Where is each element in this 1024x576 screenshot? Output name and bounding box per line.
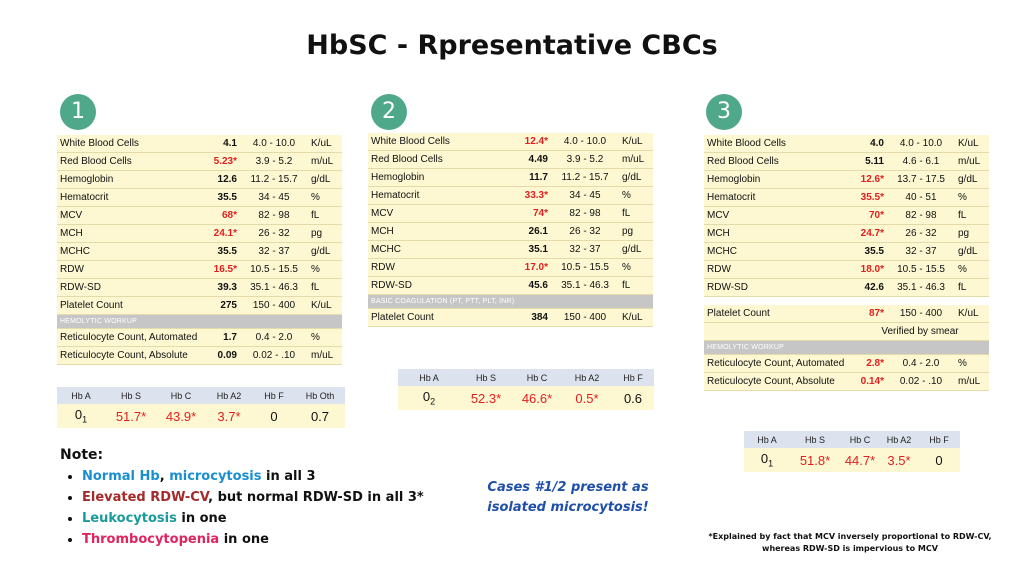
reference-range: 82 - 98 [240,207,308,225]
hb-header: Hb A2 [562,369,612,386]
test-value: 35.5* [851,189,887,207]
case-2-hb-electrophoresis [398,369,654,410]
case-3-badge: 3 [706,94,742,130]
table-row [704,243,989,261]
hb-header: Hb C [512,369,562,386]
reference-range: 3.9 - 5.2 [551,151,619,169]
test-value: 12.6 [204,171,240,189]
unit: K/uL [619,309,653,327]
case-1-cbc-table [57,135,342,365]
hb-header: Hb F [612,369,654,386]
table-row [57,261,342,279]
hb-value-subscript: 1 [82,414,88,425]
test-name: Red Blood Cells [704,153,851,171]
case-2-cbc-table [368,133,653,327]
table-row [57,347,342,365]
reference-range: 10.5 - 15.5 [240,261,308,279]
test-value: 68* [204,207,240,225]
test-name: MCH [368,223,515,241]
test-name: Platelet Count [704,305,851,323]
hb-value: 0.7 [295,404,345,428]
note-segment: Elevated RDW-CV [82,490,209,505]
hb-header: Hb C [840,431,880,448]
unit: g/dL [619,169,653,187]
hb-value: 3.5* [880,448,918,472]
reference-range: 4.0 - 10.0 [240,135,308,153]
test-value: 42.6 [851,279,887,297]
reference-range: 40 - 51 [887,189,955,207]
test-name: Reticulocyte Count, Absolute [57,347,204,365]
hb-value: 44.7* [840,448,880,472]
test-name: Hematocrit [368,187,515,205]
section-header-row [368,295,653,309]
unit: g/dL [955,243,989,261]
hb-value-main: 0 [422,389,431,405]
test-value: 45.6 [515,277,551,295]
hb-value: 46.6* [512,386,562,410]
reference-range: 34 - 45 [551,187,619,205]
reference-range: 10.5 - 15.5 [887,261,955,279]
unit: pg [955,225,989,243]
hb-value: 52.3* [460,386,512,410]
test-name: RDW-SD [368,277,515,295]
test-value: 16.5* [204,261,240,279]
unit: % [619,259,653,277]
footnote: *Explained by fact that MCV inversely proportional to RDW-CV, whereas RDW-SD is impervious to MCV [708,532,992,553]
reference-range: 3.9 - 5.2 [240,153,308,171]
hb-header-row [744,431,960,448]
table-row [704,207,989,225]
test-value: 1.7 [204,329,240,347]
test-name: RDW-SD [57,279,204,297]
hb-value: 3.7* [205,404,253,428]
note-segment: Normal Hb [82,469,160,484]
unit: g/dL [308,243,342,261]
unit: fL [955,207,989,225]
test-name: Reticulocyte Count, Absolute [704,373,851,391]
table-row [57,207,342,225]
test-value: 11.7 [515,169,551,187]
test-name: White Blood Cells [368,133,515,151]
test-value: 12.4* [515,133,551,151]
cases-callout: Cases #1/2 present as isolated microcytosis! [487,480,649,515]
table-row [368,277,653,295]
hb-value [744,448,790,472]
hb-header: Hb A2 [205,387,253,404]
case-1-hb-electrophoresis [57,387,345,428]
unit: K/uL [308,135,342,153]
reference-range: 4.0 - 10.0 [551,133,619,151]
unit: K/uL [955,305,989,323]
verified-row [704,323,989,341]
section-header-row [704,341,989,355]
table-row [704,135,989,153]
test-name: Platelet Count [368,309,515,327]
note-list [60,466,424,550]
test-name: MCHC [368,241,515,259]
test-name: Hemoglobin [57,171,204,189]
test-value: 2.8* [851,355,887,373]
table-row [368,309,653,327]
test-value: 35.5 [204,243,240,261]
test-name: RDW [57,261,204,279]
unit: K/uL [955,135,989,153]
note-item [82,466,424,487]
table-row [57,329,342,347]
unit: % [955,261,989,279]
reference-range: 26 - 32 [887,225,955,243]
hb-header: Hb A [744,431,790,448]
table-row [368,133,653,151]
unit: fL [955,279,989,297]
table-row [704,355,989,373]
reference-range: 10.5 - 15.5 [551,259,619,277]
test-name: RDW-SD [704,279,851,297]
note-segment: Leukocytosis [82,511,177,526]
reference-range: 34 - 45 [240,189,308,207]
unit: fL [619,205,653,223]
blank-cell [704,323,851,341]
test-value: 4.1 [204,135,240,153]
hb-header: Hb A [398,369,460,386]
hb-value-row [57,404,345,428]
table-row [368,151,653,169]
table-row [368,259,653,277]
reference-range: 26 - 32 [551,223,619,241]
spacer-row [704,297,989,306]
spacer [704,297,989,306]
test-value: 33.3* [515,187,551,205]
table-row [704,189,989,207]
reference-range: 35.1 - 46.3 [240,279,308,297]
note-segment: Thrombocytopenia [82,532,220,547]
case-3-cbc-table [704,135,989,391]
test-value: 5.11 [851,153,887,171]
note-item [82,487,424,508]
unit: % [308,189,342,207]
unit: fL [308,279,342,297]
reference-range: 32 - 37 [551,241,619,259]
unit: fL [619,277,653,295]
hb-header: Hb S [460,369,512,386]
note-heading: Note: [60,447,104,463]
reference-range: 13.7 - 17.5 [887,171,955,189]
note-item [82,508,424,529]
test-name: Hemoglobin [368,169,515,187]
unit: K/uL [619,133,653,151]
case-1-badge: 1 [60,94,96,130]
reference-range: 0.02 - .10 [887,373,955,391]
table-row [57,225,342,243]
reference-range: 82 - 98 [551,205,619,223]
test-name: Hematocrit [704,189,851,207]
note-segment: microcytosis [169,469,262,484]
test-value: 4.0 [851,135,887,153]
hb-header: Hb A2 [880,431,918,448]
table-row [57,297,342,315]
test-name: Red Blood Cells [57,153,204,171]
test-name: MCV [57,207,204,225]
hb-value-subscript: 1 [768,458,774,469]
test-value: 26.1 [515,223,551,241]
reference-range: 0.02 - .10 [240,347,308,365]
reference-range: 4.6 - 6.1 [887,153,955,171]
unit: % [955,189,989,207]
hb-value-main: 0 [74,407,83,423]
note-segment: in all 3 [261,469,316,484]
unit: g/dL [308,171,342,189]
hb-value-row [744,448,960,472]
reference-range: 32 - 37 [240,243,308,261]
test-value: 5.23* [204,153,240,171]
reference-range: 35.1 - 46.3 [887,279,955,297]
test-value: 39.3 [204,279,240,297]
reference-range: 82 - 98 [887,207,955,225]
test-value: 12.6* [851,171,887,189]
reference-range: 4.0 - 10.0 [887,135,955,153]
hb-value: 0 [918,448,960,472]
section-header-row [57,315,342,329]
test-name: MCHC [704,243,851,261]
test-name: Hemoglobin [704,171,851,189]
test-value: 35.5 [851,243,887,261]
verified-note: Verified by smear [851,323,989,341]
table-row [368,169,653,187]
table-row [57,153,342,171]
test-value: 35.1 [515,241,551,259]
test-value: 24.1* [204,225,240,243]
test-value: 275 [204,297,240,315]
unit: m/uL [619,151,653,169]
table-row [704,153,989,171]
test-value: 17.0* [515,259,551,277]
reference-range: 11.2 - 15.7 [240,171,308,189]
hb-header-row [398,369,654,386]
reference-range: 150 - 400 [887,305,955,323]
test-value: 0.14* [851,373,887,391]
hb-header-row [57,387,345,404]
page-title: HbSC - Rpresentative CBCs [306,30,718,61]
test-name: MCV [368,205,515,223]
note-segment: , [159,469,170,484]
note-segment: in one [176,511,227,526]
test-value: 18.0* [851,261,887,279]
hb-value: 51.8* [790,448,840,472]
table-row [57,171,342,189]
test-name: RDW [704,261,851,279]
hb-header: Hb F [918,431,960,448]
table-row [368,241,653,259]
hb-value: 43.9* [157,404,205,428]
hb-header: Hb Oth [295,387,345,404]
table-row [57,189,342,207]
hb-value-row [398,386,654,410]
hb-value-subscript: 2 [430,396,436,407]
hb-header: Hb S [105,387,157,404]
unit: % [955,355,989,373]
test-value: 0.09 [204,347,240,365]
table-row [57,243,342,261]
section-header: HEMOLYTIC WORKUP [57,315,342,329]
table-row [704,373,989,391]
unit: m/uL [308,347,342,365]
section-header: BASIC COAGULATION (PT, PTT, PLT, INR) [368,295,653,309]
unit: % [308,329,342,347]
test-value: 4.49 [515,151,551,169]
reference-range: 26 - 32 [240,225,308,243]
table-row [704,305,989,323]
reference-range: 32 - 37 [887,243,955,261]
note-segment: , but normal RDW-SD in all 3* [208,490,424,505]
table-row [368,187,653,205]
test-value: 70* [851,207,887,225]
table-row [57,279,342,297]
hb-value: 51.7* [105,404,157,428]
unit: % [308,261,342,279]
table-row [368,223,653,241]
hb-value-main: 0 [760,451,769,467]
reference-range: 35.1 - 46.3 [551,277,619,295]
test-name: White Blood Cells [704,135,851,153]
unit: m/uL [955,373,989,391]
test-value: 24.7* [851,225,887,243]
unit: % [619,187,653,205]
case-2-badge: 2 [371,94,407,130]
hb-header: Hb S [790,431,840,448]
test-name: MCV [704,207,851,225]
test-name: MCH [704,225,851,243]
hb-value [57,404,105,428]
hb-value: 0 [253,404,295,428]
test-name: Reticulocyte Count, Automated [704,355,851,373]
case-3-hb-electrophoresis [744,431,960,472]
hb-header: Hb A [57,387,105,404]
unit: m/uL [955,153,989,171]
test-name: Reticulocyte Count, Automated [57,329,204,347]
hb-header: Hb F [253,387,295,404]
unit: pg [308,225,342,243]
unit: g/dL [619,241,653,259]
hb-value: 0.6 [612,386,654,410]
hb-header: Hb C [157,387,205,404]
test-value: 87* [851,305,887,323]
unit: pg [619,223,653,241]
table-row [704,171,989,189]
test-name: Red Blood Cells [368,151,515,169]
test-value: 74* [515,205,551,223]
section-header: HEMOLYTIC WORKUP [704,341,989,355]
unit: K/uL [308,297,342,315]
reference-range: 0.4 - 2.0 [887,355,955,373]
test-value: 35.5 [204,189,240,207]
test-name: White Blood Cells [57,135,204,153]
reference-range: 150 - 400 [240,297,308,315]
test-name: MCH [57,225,204,243]
table-row [704,261,989,279]
unit: g/dL [955,171,989,189]
test-name: RDW [368,259,515,277]
table-row [704,279,989,297]
test-name: Hematocrit [57,189,204,207]
table-row [57,135,342,153]
test-value: 384 [515,309,551,327]
test-name: MCHC [57,243,204,261]
unit: fL [308,207,342,225]
note-item [82,529,424,550]
note-segment: in one [219,532,269,547]
table-row [368,205,653,223]
table-row [704,225,989,243]
reference-range: 150 - 400 [551,309,619,327]
hb-value: 0.5* [562,386,612,410]
reference-range: 11.2 - 15.7 [551,169,619,187]
hb-value [398,386,460,410]
test-name: Platelet Count [57,297,204,315]
reference-range: 0.4 - 2.0 [240,329,308,347]
unit: m/uL [308,153,342,171]
